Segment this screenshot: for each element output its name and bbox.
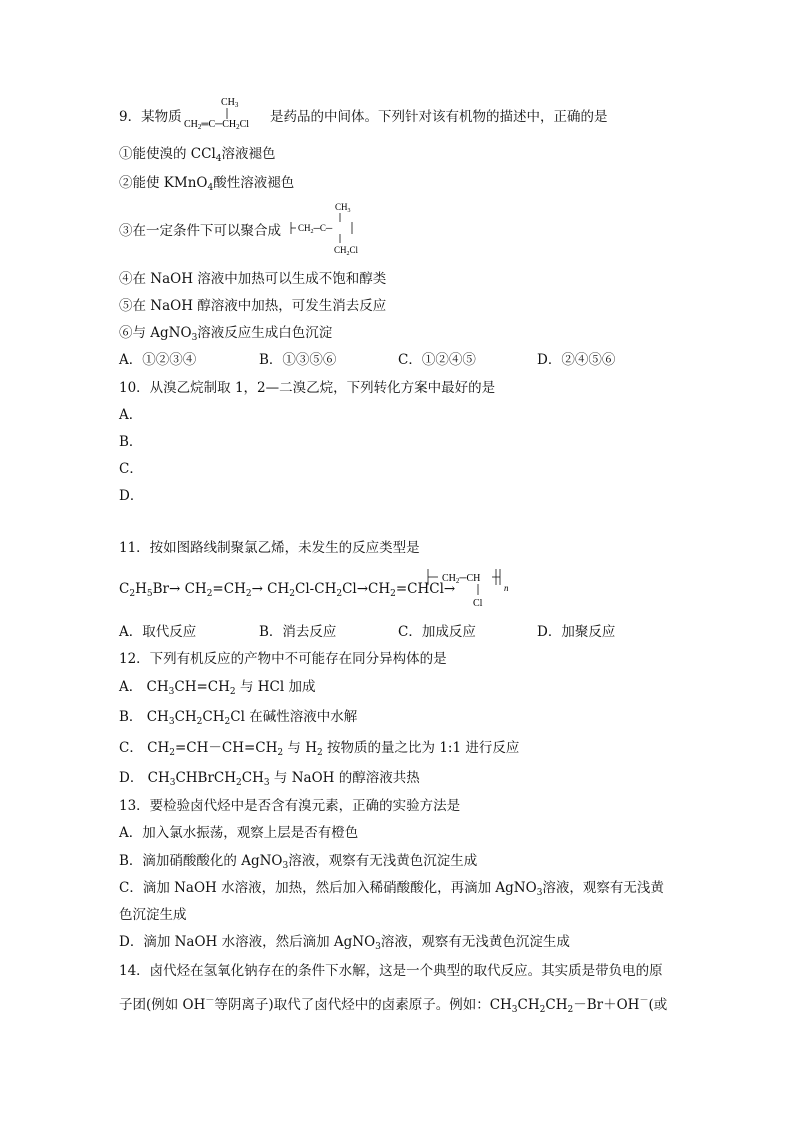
q13-stem: 13．要检验卤代烃中是否含有溴元素，正确的实验方法是	[119, 798, 461, 814]
q11-polymer-structure	[424, 565, 514, 611]
q13-option-a: A．加入氯水振荡，观察上层是否有橙色	[119, 825, 359, 841]
svg-text:n: n	[504, 583, 509, 593]
svg-text:CH3: $CH_3$	[221, 97, 239, 109]
q9-structure	[184, 94, 276, 134]
q12-option-b: B． $CH_3CH_2CH_2Cl$ 在碱性溶液中水解	[119, 709, 358, 727]
q9-statement-3: ③在一定条件下可以聚合成	[119, 223, 281, 239]
q12-option-a: A． $CH_3CH=CH_2$ 与 HCl 加成	[119, 679, 316, 697]
q9-statement-5: ⑤在 NaOH 醇溶液中加热，可发生消去反应	[119, 298, 387, 314]
q11-option-b: B．消去反应	[259, 624, 337, 640]
svg-text:CH2═C─CH2Cl: $CH_2═C─CH_2Cl$	[184, 119, 250, 131]
q9-option-b: B．①③⑤⑥	[259, 352, 337, 368]
svg-text:Cl: Cl	[473, 598, 483, 609]
q11-stem: 11．按如图路线制聚氯乙烯，未发生的反应类型是	[119, 540, 420, 556]
q9-polymer-structure	[288, 198, 378, 258]
q12-option-c: C． $CH_2=CH-CH=CH_2$ 与 $H_2$ 按物质的量之比为 1:1 进行反应	[119, 740, 520, 758]
svg-text:CH2Cl: $CH_2Cl$	[334, 245, 359, 257]
q9-stem-end: 是药品的中间体。下列针对该有机物的描述中，正确的是	[270, 109, 608, 125]
q13-option-c-cont: 色沉淀生成	[119, 907, 187, 923]
q11-option-a: A．取代反应	[119, 624, 197, 640]
q9-option-a: A．①②③④	[119, 352, 197, 368]
q9-option-d: D．②④⑤⑥	[537, 352, 616, 368]
q10-stem: 10．从溴乙烷制取 1，2—二溴乙烷，下列转化方案中最好的是	[119, 380, 496, 396]
q9-statement-6: ⑥与 AgNO$_3$溶液反应生成白色沉淀	[119, 325, 333, 343]
q9-statement-4: ④在 NaOH 溶液中加热可以生成不饱和醇类	[119, 271, 387, 287]
q13-option-d: D．滴加 NaOH 水溶液，然后滴加 AgNO$_3$溶液，观察有无浅黄色沉淀生成	[119, 934, 570, 952]
svg-text:CH2─CH: $CH_2─CH$	[442, 573, 481, 585]
svg-text:CH3: $CH_3$	[335, 202, 351, 214]
q12-option-d: D． $CH_3CHBrCH_2CH_3$ 与 NaOH 的醇溶液共热	[119, 770, 420, 788]
q10-option-a: A．	[119, 407, 143, 423]
q11-option-c: C．加成反应	[398, 624, 476, 640]
q14-stem-line-2: 子团(例如 OH－等阴离子)取代了卤代烃中的卤素原子。例如：$CH_3CH_2CH_2-Br+OH^-$(或	[119, 996, 668, 1015]
q10-option-d: D．	[119, 488, 144, 504]
q9-option-c: C．①②④⑤	[398, 352, 476, 368]
q10-option-c: C．	[119, 461, 143, 477]
q11-route: $C_2H_5Br\to CH_2=CH_2\to$ $CH_2Cl-CH_2Cl\to CH_2=CHCl\to$	[119, 581, 456, 599]
q9-stem: 9．某物质	[119, 109, 182, 125]
q13-option-c: C．滴加 NaOH 水溶液，加热，然后加入稀硝酸酸化，再滴加 AgNO$_3$溶液，观察有无浅黄	[119, 880, 664, 898]
q11-option-d: D．加聚反应	[537, 624, 616, 640]
svg-text:CH2─C─: $CH_2─C─$	[298, 223, 333, 235]
q12-stem: 12．下列有机反应的产物中不可能存在同分异构体的是	[119, 651, 447, 667]
q10-option-b: B．	[119, 434, 143, 450]
q9-statement-1: ①能使溴的 CCl$_4$溶液褪色	[119, 146, 276, 164]
q13-option-b: B．滴加硝酸酸化的 AgNO$_3$溶液，观察有无浅黄色沉淀生成	[119, 853, 478, 871]
q9-statement-2: ②能使 KMnO$_4$酸性溶液褪色	[119, 175, 295, 193]
q14-stem-line-1: 14．卤代烃在氢氧化钠存在的条件下水解，这是一个典型的取代反应。其实质是带负电的原	[119, 963, 663, 979]
